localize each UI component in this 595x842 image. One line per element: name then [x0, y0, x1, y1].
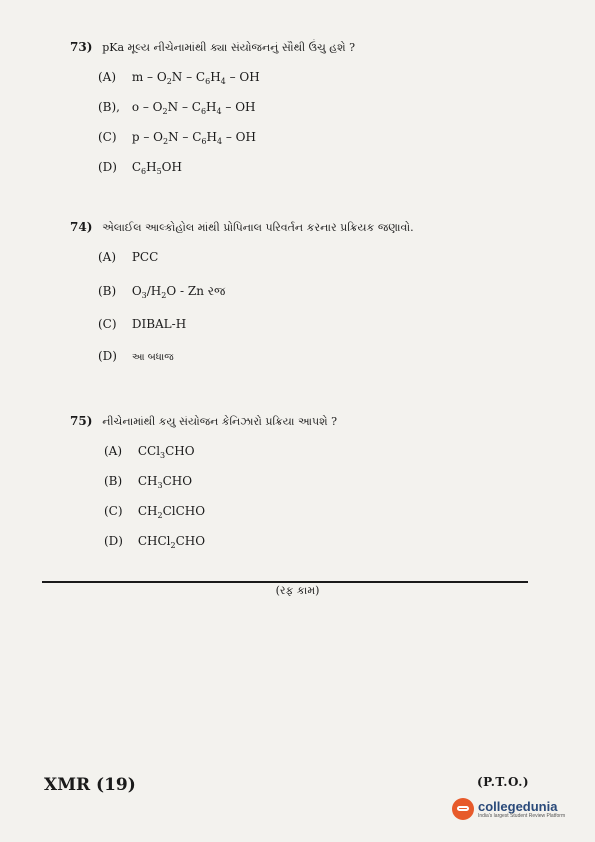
paper-code: XMR (19)	[44, 775, 136, 795]
pto-label: (P.T.O.)	[477, 775, 530, 789]
q74-option-b: (B) $O_3/H_2O$ - Zn રજ	[98, 284, 226, 300]
q74-option-c: (C) DIBAL-H	[98, 317, 187, 331]
q73-option-d: (D) $C_6H_5OH$	[98, 160, 182, 176]
question-73	[70, 40, 355, 55]
rough-work-label: (રફ કામ)	[275, 584, 320, 597]
q75-option-d: (D) CHCl$_2$CHO	[104, 534, 206, 550]
logo-name: collegedunia	[478, 798, 558, 814]
divider	[42, 581, 528, 583]
question-number: 75)	[70, 414, 93, 428]
q73-option-c: (C) p – $O_2N - C_6H_4$ – OH	[98, 130, 256, 146]
q75-option-a: (A) CCl$_3$CHO	[104, 444, 195, 460]
collegedunia-logo	[452, 798, 565, 820]
q74-option-d: (D) આ બધાજ	[98, 349, 174, 363]
question-text: એલાઈલ આલ્કોહોલ માંથી પ્રોપિનાલ પરિવર્તન કરનાર પ્રક્રિયક જણાવો.	[102, 221, 414, 234]
logo-tagline: India's largest Student Review Platform	[478, 812, 566, 819]
q73-option-b: (B), o – $O_2N - C_6H_4$ – OH	[98, 100, 256, 116]
q73-option-a: (A) m – $O_2N - C_6H_4$ – OH	[98, 70, 260, 86]
question-74	[70, 220, 414, 235]
question-text: pKa મૂલ્ય નીચેનામાંથી ક્યા સંયોજનનું સૌથી ઉંચુ હશે ?	[102, 41, 355, 54]
question-text: નીચેનામાંથી કયુ સંયોજન કેનિઝારો પ્રક્રિયા આપશે ?	[102, 415, 337, 428]
q75-option-c: (C) $CH_2ClCHO$	[104, 504, 206, 520]
question-number: 73)	[70, 40, 93, 54]
q75-option-b: (B) $CH_3CHO$	[104, 474, 193, 490]
question-number: 74)	[70, 220, 93, 234]
question-75	[70, 414, 337, 429]
graduate-icon	[452, 798, 474, 820]
q74-option-a: (A) PCC	[98, 250, 159, 264]
